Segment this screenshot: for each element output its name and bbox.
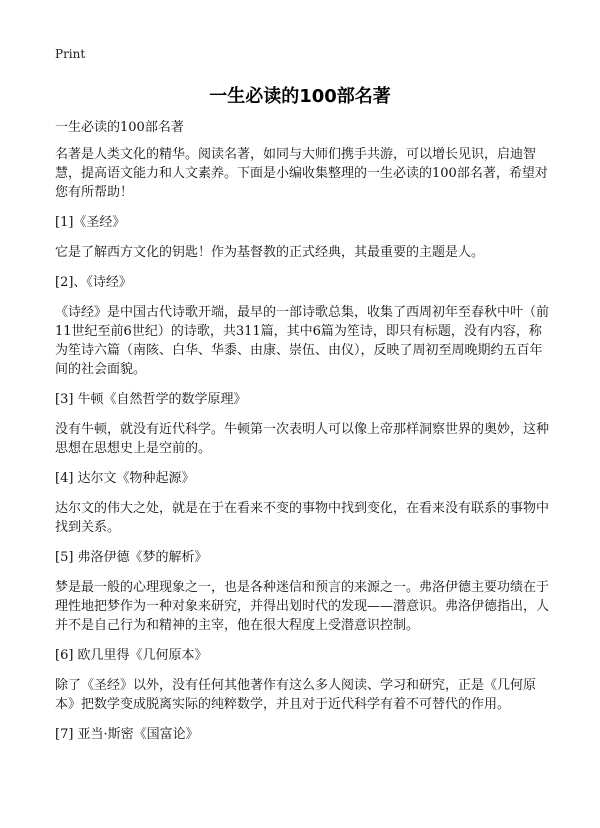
entry-body: 除了《圣经》以外，没有任何其他著作有这么多人阅读、学习和研究，正是《几何原本》把数学变成脱离实际的纯粹数学，并且对于近代科学有着不可替代的作用。: [55, 678, 537, 712]
entry-heading: [2]、《诗经》: [55, 275, 132, 290]
entry-heading: [7] 亚当·斯密《国富论》: [55, 727, 199, 742]
entry-body: 《诗经》是中国古代诗歌开端，最早的一部诗歌总集，收集了西周初年至春秋中叶（前11世纪至前6世纪）的诗歌，共311篇，其中6篇为笙诗，即只有标题，没有内容，称为笙诗六篇（南陔、白华、华黍、由康、崇伍、由仪），反映了周初至周晚期约五百年间的社会面貌。: [55, 305, 550, 377]
entry-heading: [4] 达尔文《物种起源》: [55, 471, 195, 486]
page-title: 一生必读的100部名著: [209, 86, 391, 107]
entry-heading: [3] 牛顿《自然哲学的数学原理》: [55, 392, 247, 407]
entry-body: 没有牛顿，就没有近代科学。牛顿第一次表明人可以像上帝那样洞察世界的奥妙，这种思想在思想史上是空前的。: [55, 422, 550, 456]
entry-body: 它是了解西方文化的钥匙！作为基督教的正式经典，其最重要的主题是人。: [55, 245, 485, 260]
article-subtitle: 一生必读的100部名著: [55, 120, 184, 135]
intro-paragraph: 名著是人类文化的精华。阅读名著，如同与大师们携手共游，可以增长见识，启迪智慧，提高语文能力和人文素养。下面是小编收集整理的一生必读的100部名著，希望对您有所帮助！: [55, 147, 548, 200]
entry-heading: [5] 弗洛伊德《梦的解析》: [55, 550, 208, 565]
entry-heading: [6] 欧几里得《几何原本》: [55, 648, 208, 663]
entry-heading: [1]《圣经》: [55, 215, 126, 230]
entry-body: 达尔文的伟大之处，就是在于在看来不变的事物中找到变化，在看来没有联系的事物中找到关系。: [55, 501, 550, 535]
print-label[interactable]: Print: [55, 47, 86, 61]
article-body: [55, 118, 550, 755]
entry-body: 梦是最一般的心理现象之一，也是各种迷信和预言的来源之一。弗洛伊德主要功绩在于理性地把梦作为一种对象来研究，并得出划时代的发现——潜意识。弗洛伊德指出，人并不是自己行为和精神的主宰，他在很大程度上受潜意识控制。: [55, 580, 550, 633]
